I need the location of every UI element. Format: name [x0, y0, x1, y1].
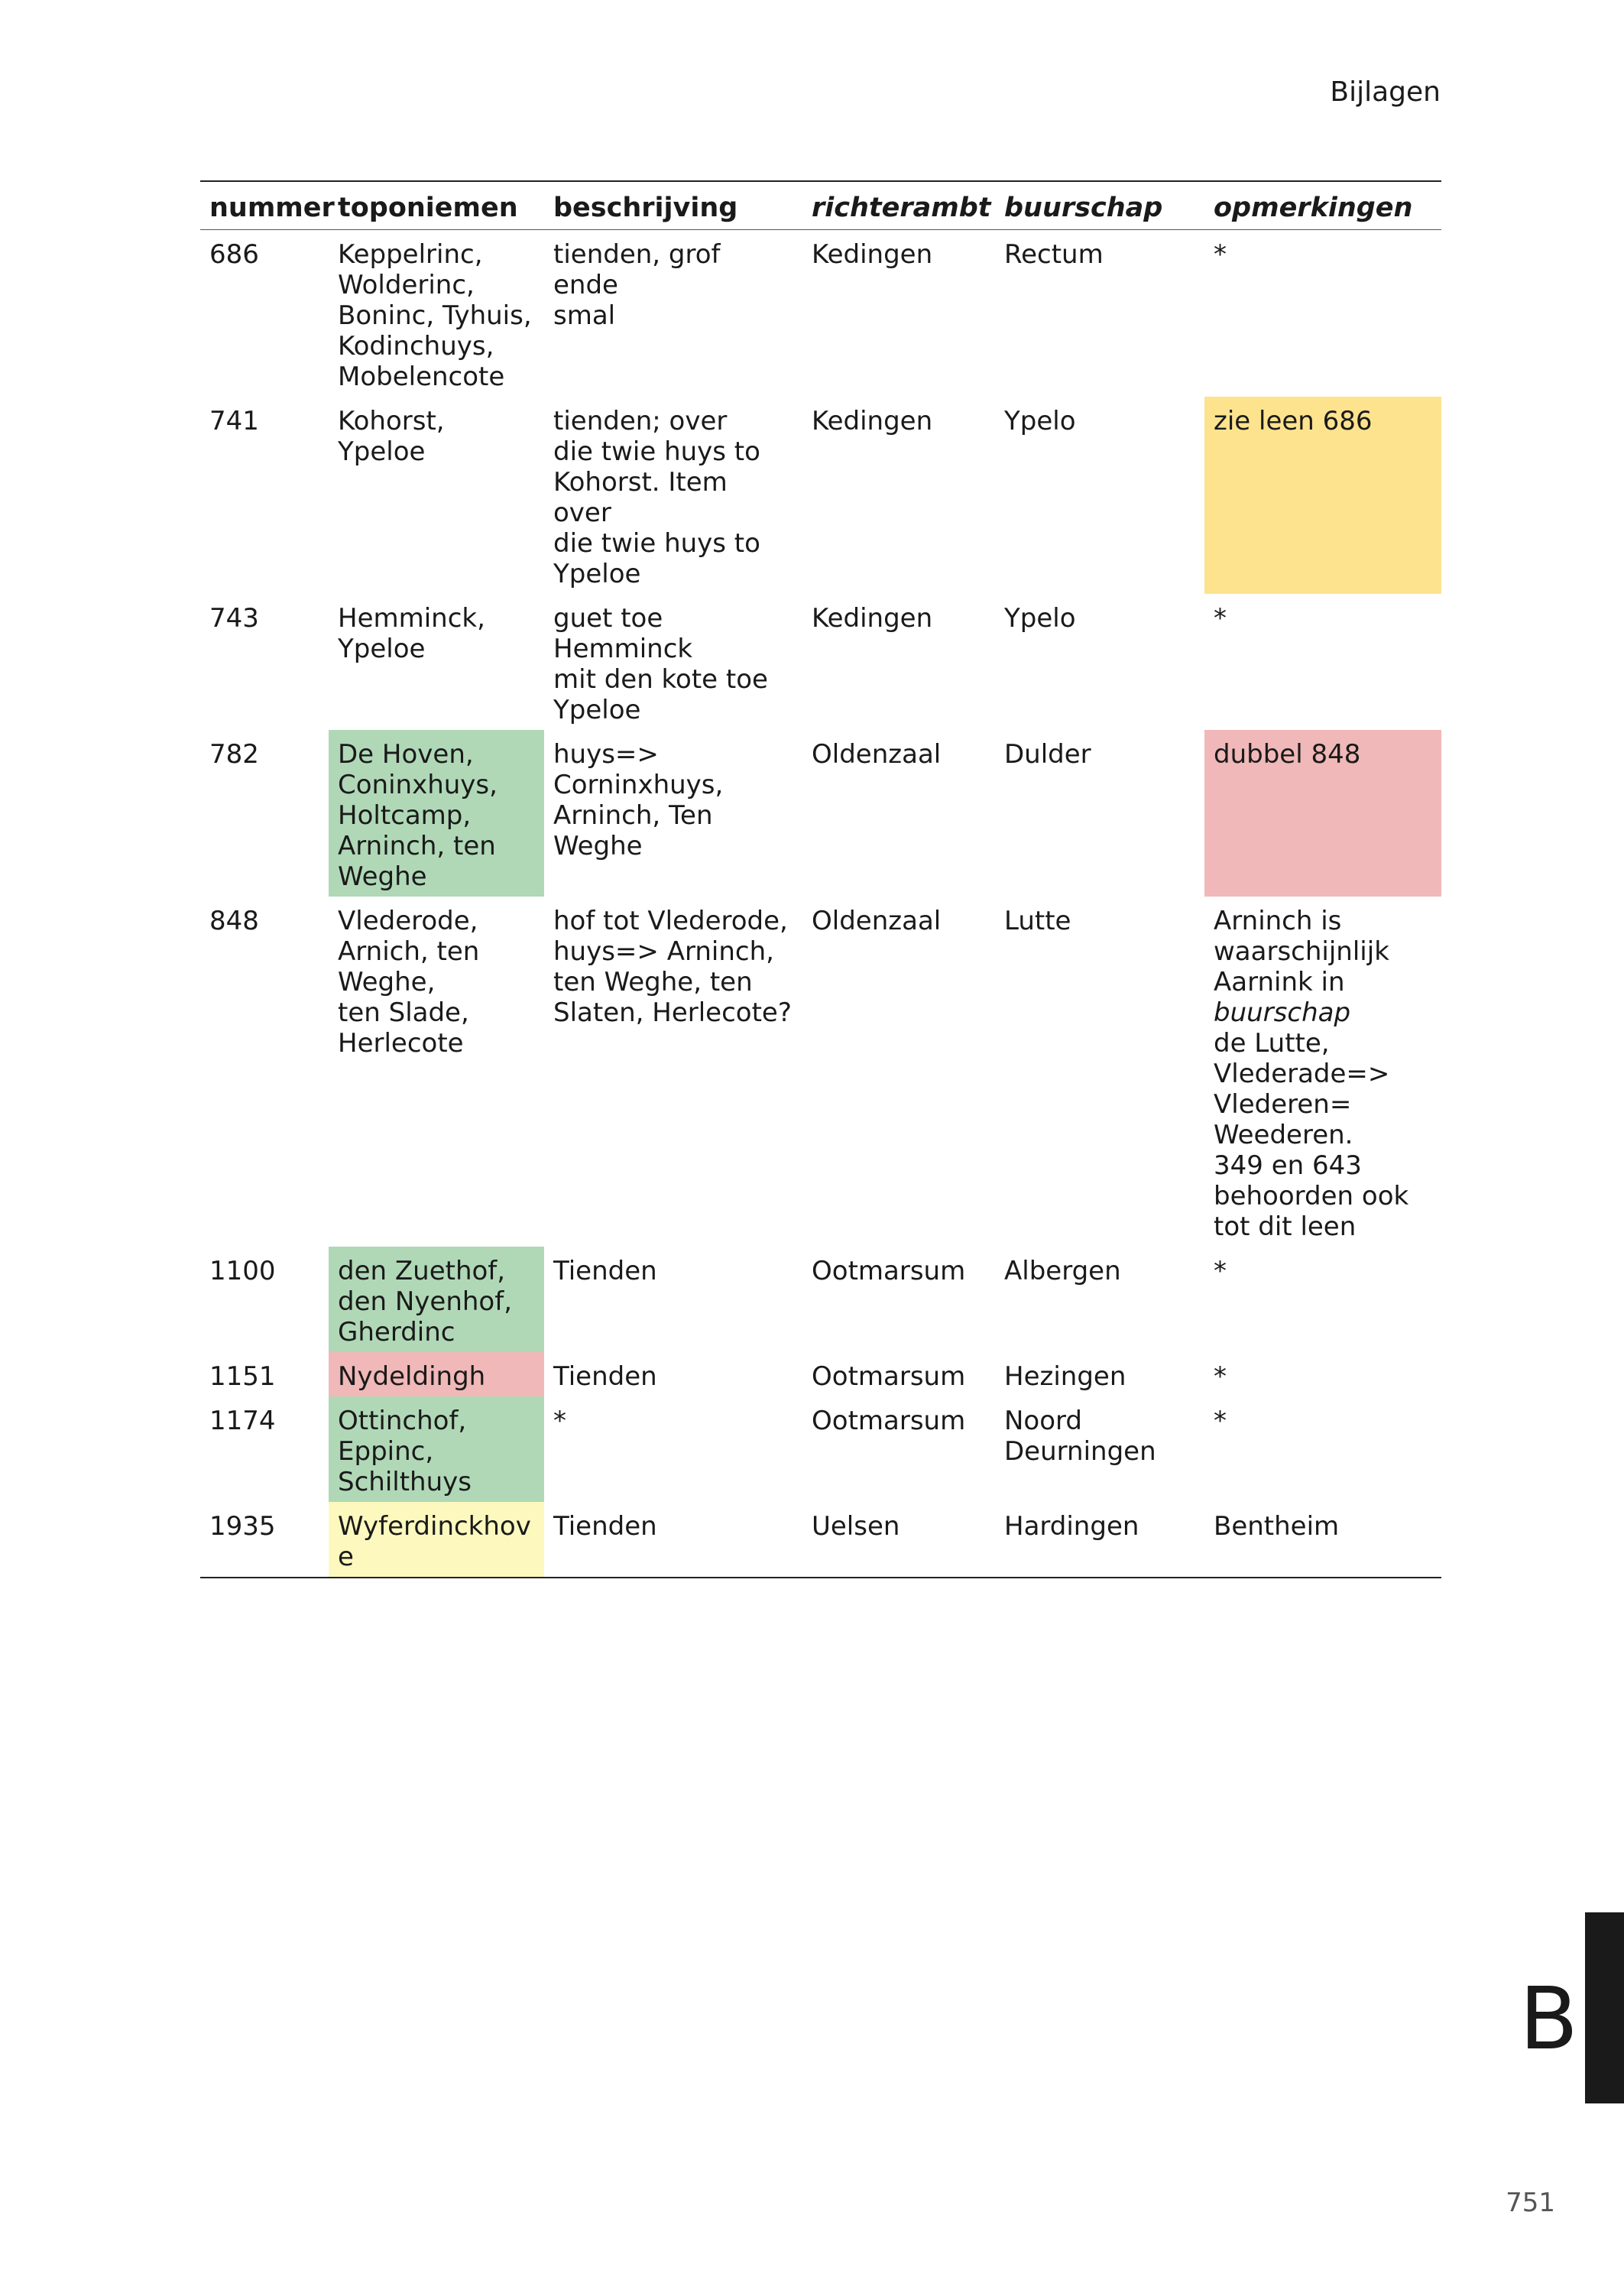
line: De Hoven, — [338, 739, 474, 770]
line: Kohorst. Item over — [553, 467, 728, 528]
cell-toponiemen — [329, 397, 544, 594]
line: Hardingen — [1004, 1511, 1139, 1542]
line: Tienden — [553, 1361, 657, 1392]
cell-buurschap — [995, 730, 1204, 897]
cell-richterambt — [802, 1247, 995, 1352]
cell-toponiemen-highlighted — [329, 1352, 544, 1396]
cell-toponiemen-highlighted — [329, 1502, 544, 1578]
cell-nummer: 1100 — [209, 1256, 276, 1286]
line: den Zuethof, — [338, 1256, 506, 1286]
line: den Nyenhof, — [338, 1286, 513, 1317]
table-row — [200, 594, 1441, 730]
line: Tienden — [553, 1511, 657, 1542]
line: Wolderinc, — [338, 270, 475, 300]
line: Ypeloe — [553, 559, 641, 589]
line: 349 en 643 — [1214, 1150, 1362, 1181]
cell-beschrijving — [544, 897, 802, 1247]
line: Boninc, Tyhuis, — [338, 300, 532, 331]
line: zie leen 686 — [1214, 406, 1373, 436]
table-row — [200, 730, 1441, 897]
line: Vlederen= — [1214, 1089, 1352, 1120]
line: Tienden — [553, 1256, 657, 1286]
line: Arnich, ten — [338, 936, 480, 967]
cell-opmerkingen — [1204, 1352, 1441, 1396]
line: * — [1214, 1256, 1227, 1286]
line: Vlederode, — [338, 906, 478, 936]
cell-buurschap — [995, 897, 1204, 1247]
cell-beschrijving — [544, 1502, 802, 1578]
line: Mobelencote — [338, 362, 505, 392]
line: Ootmarsum — [812, 1256, 966, 1286]
cell-toponiemen-highlighted — [329, 730, 544, 897]
cell-opmerkingen — [1204, 594, 1441, 730]
cell-nummer: 743 — [209, 603, 259, 634]
page-number: 751 — [1506, 2188, 1555, 2218]
table-row — [200, 1396, 1441, 1502]
line: die twie huys to — [553, 436, 760, 467]
line: Nydeldingh — [338, 1361, 486, 1392]
cell-buurschap — [995, 1396, 1204, 1502]
cell-nummer: 1151 — [209, 1361, 276, 1392]
line: Keppelrinc, — [338, 239, 483, 270]
line: de Lutte, — [1214, 1028, 1330, 1059]
line-italic: buurschap — [1214, 997, 1351, 1028]
cell-buurschap — [995, 1352, 1204, 1396]
line: Gherdinc — [338, 1317, 455, 1348]
cell-opmerkingen — [1204, 1396, 1441, 1502]
running-head: Bijlagen — [1330, 76, 1441, 108]
cell-richterambt — [802, 1396, 995, 1502]
cell-toponiemen-highlighted — [329, 1396, 544, 1502]
line: smal — [553, 300, 616, 331]
cell-beschrijving — [544, 1247, 802, 1352]
cell-beschrijving — [544, 230, 802, 397]
line: Weghe — [553, 831, 643, 861]
line: Slaten, Herlecote? — [553, 997, 792, 1028]
line: Hemminck, — [338, 603, 485, 634]
cell-richterambt — [802, 730, 995, 897]
line: Corninxhuys, — [553, 770, 724, 800]
line: Rectum — [1004, 239, 1104, 270]
table-row — [200, 230, 1441, 397]
line: waarschijnlijk — [1214, 936, 1389, 967]
table-row — [200, 1352, 1441, 1396]
line: Deurningen — [1004, 1436, 1156, 1467]
cell-opmerkingen-highlighted — [1204, 730, 1441, 897]
cell-richterambt — [802, 1352, 995, 1396]
line: Ootmarsum — [812, 1361, 966, 1392]
line: Eppinc, — [338, 1436, 434, 1467]
cell-opmerkingen — [1204, 897, 1441, 1247]
line: die twie huys to — [553, 528, 760, 559]
line: Arninch is — [1214, 906, 1342, 936]
cell-richterambt — [802, 897, 995, 1247]
line: * — [553, 1406, 566, 1436]
cell-beschrijving — [544, 594, 802, 730]
line: Schilthuys — [338, 1467, 472, 1497]
line: * — [1214, 1361, 1227, 1392]
line: Ypeloe — [553, 695, 641, 725]
cell-richterambt — [802, 1502, 995, 1578]
line: Wyferdinckhove — [338, 1511, 531, 1572]
cell-toponiemen — [329, 897, 544, 1247]
line: tot dit leen — [1214, 1211, 1357, 1242]
cell-beschrijving — [544, 1396, 802, 1502]
cell-buurschap — [995, 1247, 1204, 1352]
line: Ottinchof, — [338, 1406, 467, 1436]
cell-richterambt — [802, 230, 995, 397]
line: behoorden ook — [1214, 1181, 1409, 1211]
cell-toponiemen-highlighted — [329, 1247, 544, 1352]
line: Kedingen — [812, 406, 933, 436]
header-beschrijving: beschrijving — [544, 181, 802, 230]
line: tienden, grof ende — [553, 239, 721, 300]
line: Ypeloe — [338, 634, 426, 664]
line: Weederen. — [1214, 1120, 1353, 1150]
line: Lutte — [1004, 906, 1071, 936]
line: Aarnink in — [1214, 967, 1345, 997]
line: * — [1214, 1406, 1227, 1436]
line: Ypelo — [1004, 406, 1076, 436]
line: Kedingen — [812, 603, 933, 634]
cell-beschrijving — [544, 1352, 802, 1396]
line: Herlecote — [338, 1028, 464, 1059]
cell-buurschap — [995, 594, 1204, 730]
line: Bentheim — [1214, 1511, 1340, 1542]
cell-opmerkingen-highlighted — [1204, 397, 1441, 594]
line: mit den kote toe — [553, 664, 768, 695]
cell-opmerkingen — [1204, 1247, 1441, 1352]
cell-toponiemen — [329, 594, 544, 730]
cell-nummer: 1174 — [209, 1406, 276, 1436]
line: ten Slade, — [338, 997, 469, 1028]
cell-opmerkingen — [1204, 230, 1441, 397]
cell-buurschap — [995, 230, 1204, 397]
line: Arninch, Ten — [553, 800, 713, 831]
cell-nummer: 741 — [209, 406, 259, 436]
cell-opmerkingen — [1204, 1502, 1441, 1578]
table-row — [200, 897, 1441, 1247]
chapter-letter: B — [1519, 1970, 1578, 2069]
line: hof tot Vlederode, — [553, 906, 788, 936]
line: dubbel 848 — [1214, 739, 1361, 770]
line: Holtcamp, — [338, 800, 472, 831]
line: Uelsen — [812, 1511, 900, 1542]
cell-richterambt — [802, 594, 995, 730]
table-row — [200, 1502, 1441, 1578]
line: huys=> — [553, 739, 659, 770]
leen-table-container — [200, 180, 1441, 1578]
header-richterambt: richterambt — [802, 181, 995, 230]
header-row — [200, 181, 1441, 230]
line: Ootmarsum — [812, 1406, 966, 1436]
line: Kedingen — [812, 239, 933, 270]
line: Weghe, — [338, 967, 436, 997]
cell-nummer: 782 — [209, 739, 259, 770]
table-row — [200, 1247, 1441, 1352]
cell-nummer: 848 — [209, 906, 259, 936]
cell-nummer: 686 — [209, 239, 259, 270]
line: Oldenzaal — [812, 906, 942, 936]
header-buurschap: buurschap — [995, 181, 1204, 230]
table-row — [200, 397, 1441, 594]
cell-richterambt — [802, 397, 995, 594]
line: Albergen — [1004, 1256, 1121, 1286]
cell-beschrijving — [544, 397, 802, 594]
line: Hezingen — [1004, 1361, 1126, 1392]
cell-toponiemen — [329, 230, 544, 397]
line: * — [1214, 239, 1227, 270]
line: Dulder — [1004, 739, 1091, 770]
line: tienden; over — [553, 406, 728, 436]
chapter-side-tab — [1585, 1912, 1624, 2103]
line: guet toe Hemminck — [553, 603, 693, 664]
line: Coninxhuys, — [338, 770, 498, 800]
line: Kohorst, Ypeloe — [338, 406, 445, 467]
cell-buurschap — [995, 1502, 1204, 1578]
line: Ypelo — [1004, 603, 1076, 634]
line: Kodinchuys, — [338, 331, 494, 362]
leen-table — [200, 180, 1441, 1578]
line: huys=> Arninch, — [553, 936, 774, 967]
line: Vlederade=> — [1214, 1059, 1390, 1089]
line: Oldenzaal — [812, 739, 942, 770]
cell-beschrijving — [544, 730, 802, 897]
header-nummer: nummer — [200, 181, 329, 230]
line: ten Weghe, ten — [553, 967, 753, 997]
line: Weghe — [338, 861, 427, 892]
header-opmerkingen: opmerkingen — [1204, 181, 1441, 230]
cell-nummer: 1935 — [200, 1502, 329, 1578]
line: Arninch, ten — [338, 831, 496, 861]
cell-buurschap — [995, 397, 1204, 594]
line: * — [1214, 603, 1227, 634]
line: Noord — [1004, 1406, 1082, 1436]
header-toponiemen: toponiemen — [329, 181, 544, 230]
